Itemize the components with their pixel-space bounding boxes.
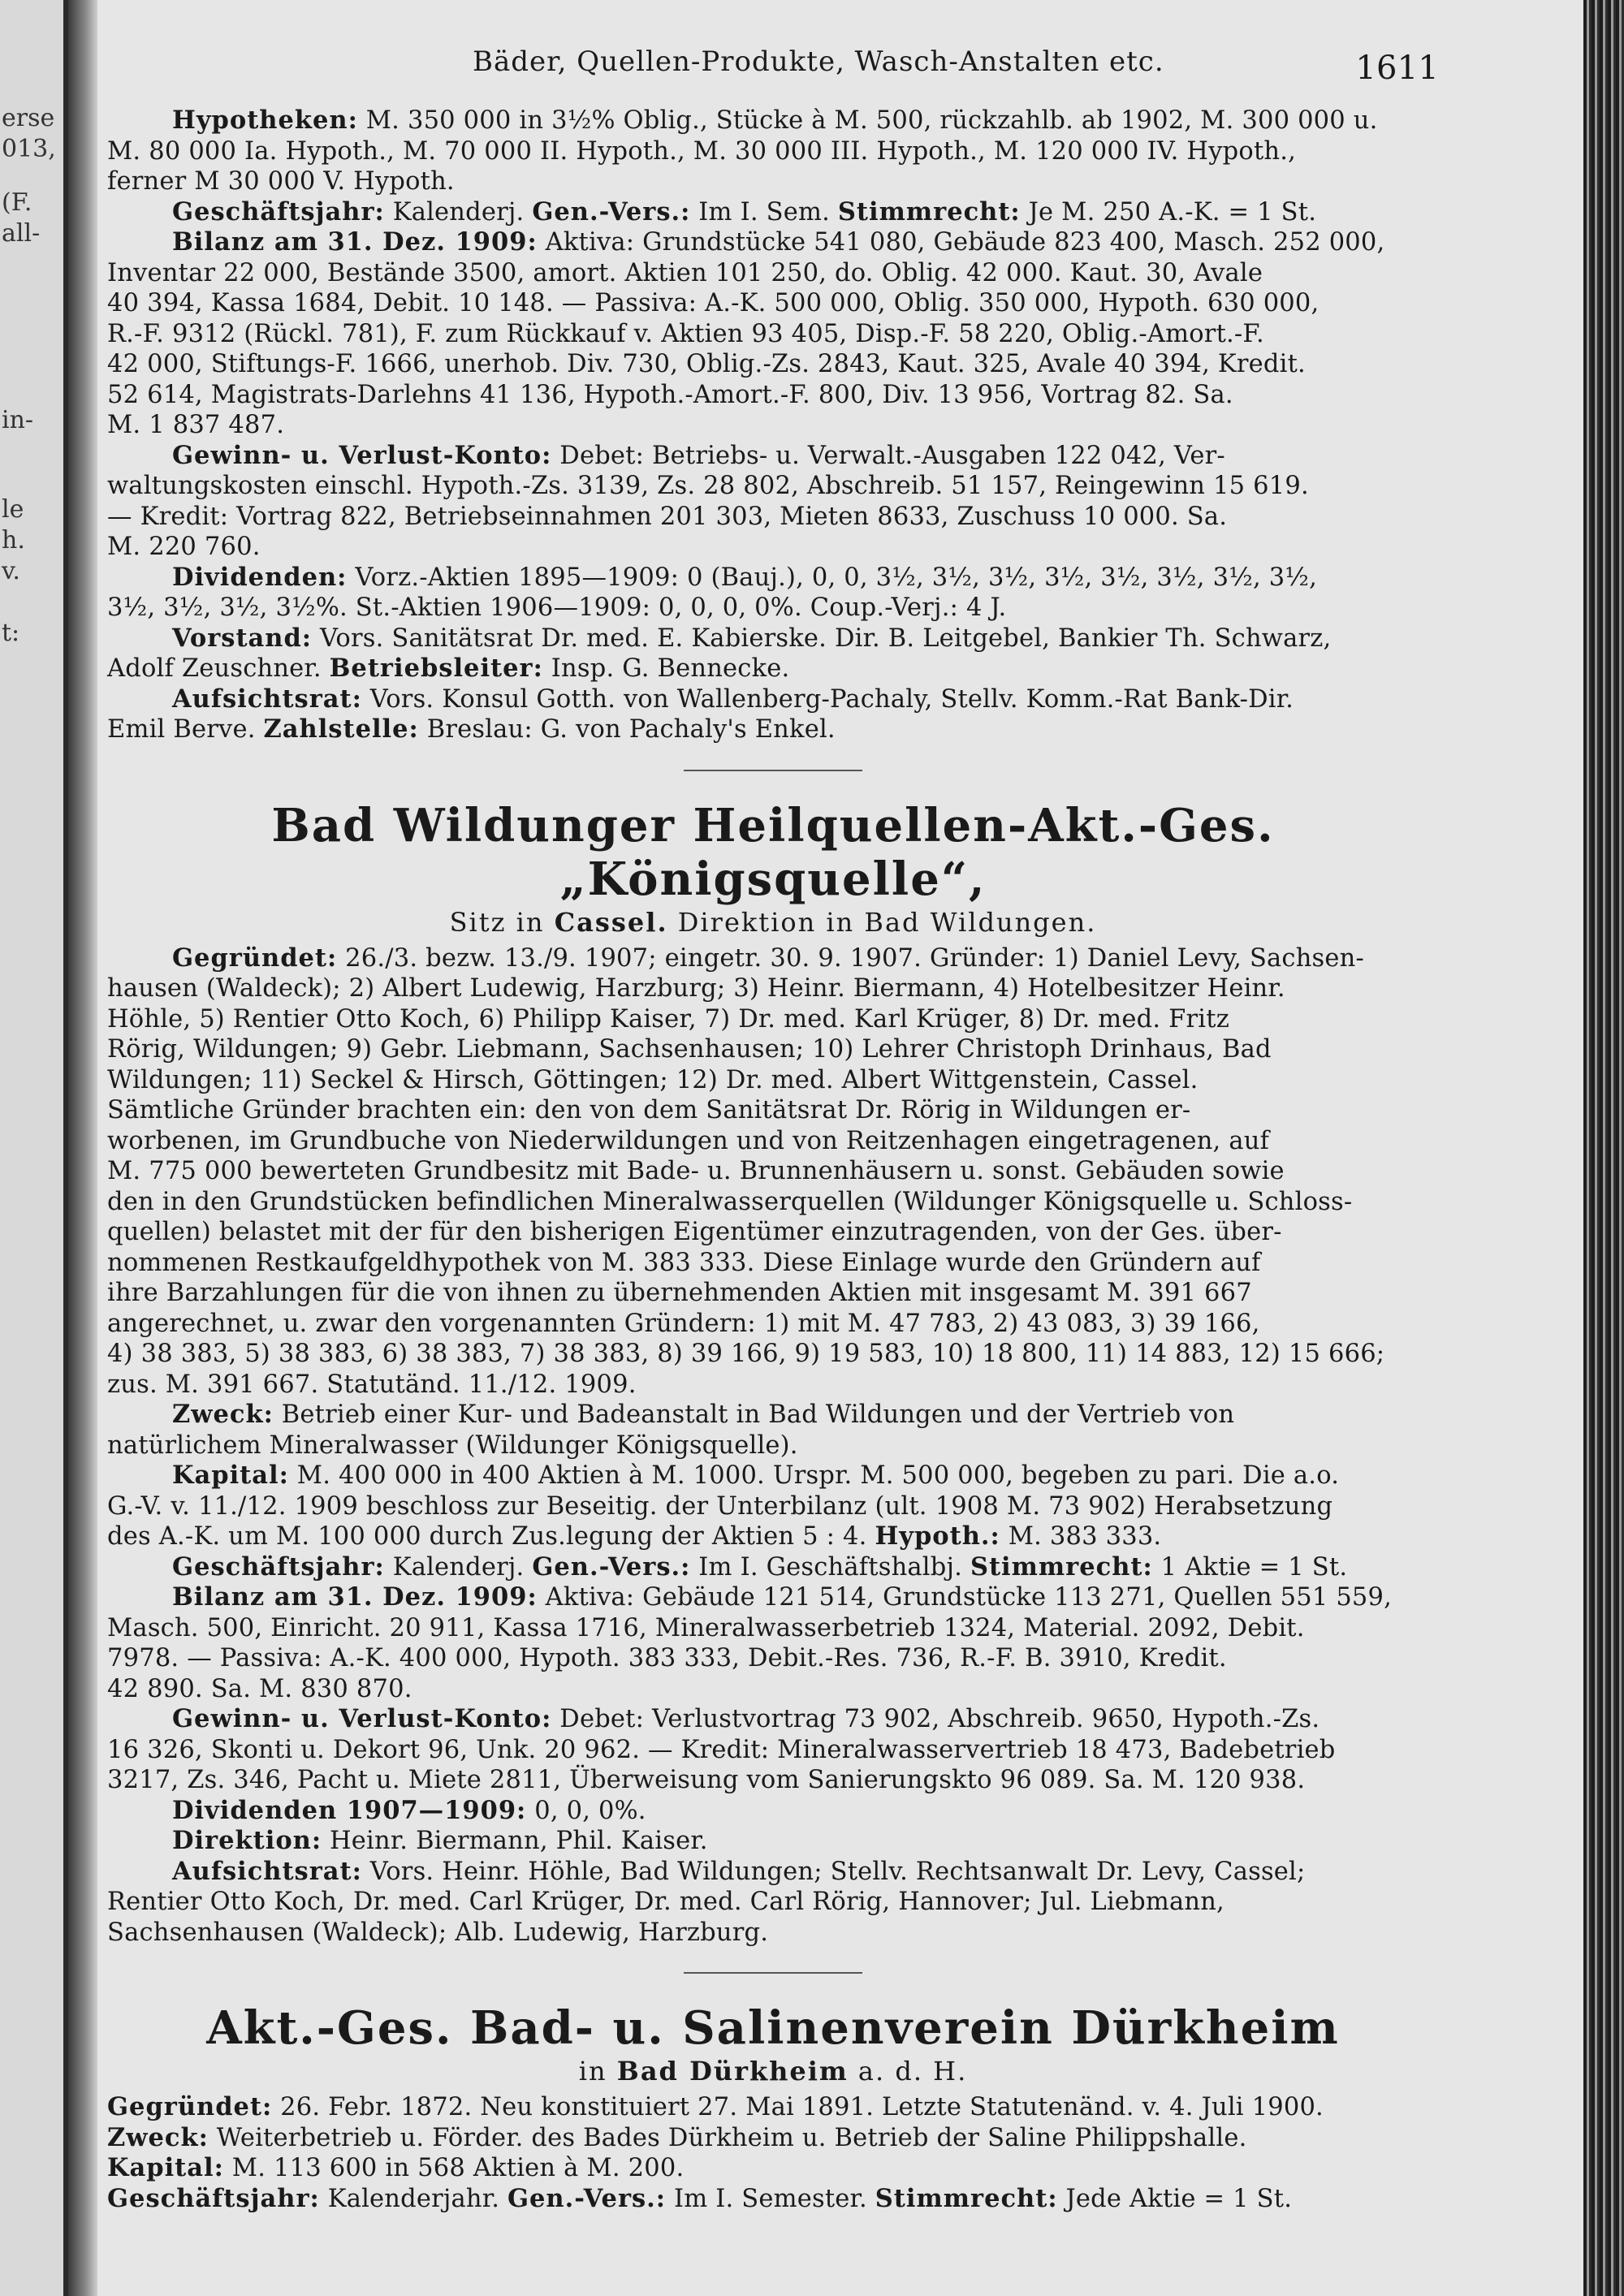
field-text: Kalenderj.	[384, 197, 533, 227]
text-line: nommenen Restkaufgeldhypothek von M. 383 333. Diese Einlage wurde den Gründern auf	[107, 1248, 1261, 1277]
field-text: Im I. Sem.	[690, 197, 838, 227]
text-line	[107, 624, 1439, 654]
text-line: 3217, Zs. 346, Pacht u. Miete 2811, Überweisung vom Sanierungskto 96 089. Sa. M. 120 938.	[107, 1766, 1306, 1794]
section-divider	[684, 770, 862, 771]
text-line	[107, 197, 1439, 228]
field-text: Heinr. Biermann, Phil. Kaiser.	[322, 1827, 708, 1855]
field-label: Aufsichtsrat:	[172, 684, 362, 714]
text-line	[107, 684, 1439, 715]
text-line: 52 614, Magistrats-Darlehns 41 136, Hypoth.-Amort.-F. 800, Div. 13 956, Vortrag 82. Sa.	[107, 380, 1233, 409]
text-line: 4) 38 383, 5) 38 383, 6) 38 383, 7) 38 383, 8) 39 166, 9) 19 583, 10) 18 800, 11) 14 883, 12) 15 666;	[107, 1340, 1385, 1368]
text-line: quellen) belastet mit der für den bisherigen Eigentümer einzutragenden, von der Ges. über-	[107, 1218, 1282, 1246]
field-label: Hypotheken:	[172, 106, 358, 135]
left-fragment: in-	[2, 406, 34, 434]
field-label: Gewinn- u. Verlust-Konto:	[172, 1704, 552, 1733]
field-label: Zweck:	[172, 1400, 274, 1429]
subtitle-seat: Bad Dürkheim	[616, 2056, 849, 2087]
text-line: Sämtliche Gründer brachten ein: den von dem Sanitätsrat Dr. Rörig in Wildungen er-	[107, 1096, 1191, 1124]
running-header	[107, 47, 1439, 106]
running-header-title: Bäder, Quellen-Produkte, Wasch-Anstalten etc.	[473, 45, 1164, 78]
text-line: ferner M 30 000 V. Hypoth.	[107, 167, 455, 196]
text-line: G.-V. v. 11./12. 1909 beschloss zur Beseitig. der Unterbilanz (ult. 1908 M. 73 902) Herabsetzung	[107, 1491, 1333, 1521]
field-label: Dividenden:	[172, 562, 348, 592]
section-divider	[684, 1972, 862, 1974]
text-line	[107, 654, 1439, 684]
text-line: Masch. 500, Einricht. 20 911, Kassa 1716, Mineralwasserbetrieb 1324, Material. 2092, Debit.	[107, 1613, 1305, 1642]
left-fragment: 013,	[2, 135, 56, 163]
left-fragment: (F.	[2, 188, 32, 217]
left-fragment: t:	[2, 619, 20, 647]
field-label: Zahlstelle:	[263, 714, 419, 744]
company-entry	[107, 2092, 1439, 2214]
text-line: 40 394, Kassa 1684, Debit. 10 148. — Passiva: A.-K. 500 000, Oblig. 350 000, Hypoth. 630 000,	[107, 289, 1320, 317]
text-line: M. 80 000 Ia. Hypoth., M. 70 000 II. Hypoth., M. 30 000 III. Hypoth., M. 120 000 IV. Hypoth.,	[107, 136, 1297, 166]
text-line	[107, 106, 1439, 136]
field-label: Dividenden 1907—1909:	[172, 1795, 527, 1825]
text-line: hausen (Waldeck); 2) Albert Ludewig, Harzburg; 3) Heinr. Biermann, 4) Hotelbesitzer Heinr.	[107, 974, 1285, 1003]
text-line	[107, 441, 1439, 472]
field-label: Gen.-Vers.:	[532, 1552, 691, 1582]
field-text: Vors. Konsul Gotth. von Wallenberg-Pachaly, Stellv. Komm.-Rat Bank-Dir.	[361, 684, 1294, 714]
field-text: 0, 0, 0%.	[526, 1796, 646, 1825]
field-text: M. 113 600 in 568 Aktien à M. 200.	[223, 2154, 685, 2182]
field-label: Direktion:	[172, 1826, 322, 1855]
field-label: Hypoth.:	[875, 1521, 1000, 1551]
text-line: natürlichem Mineralwasser (Wildunger Königsquelle).	[107, 1431, 798, 1460]
text-line	[107, 1582, 1439, 1613]
field-text: Vorz.-Aktien 1895—1909: 0 (Bauj.), 0, 0, 3½, 3½, 3½, 3½, 3½, 3½, 3½, 3½,	[347, 563, 1318, 592]
text-line	[107, 2092, 1439, 2123]
field-text: Emil Berve.	[107, 715, 264, 744]
text-line: 42 890. Sa. M. 830 870.	[107, 1674, 412, 1703]
text-line	[107, 1400, 1439, 1431]
field-label: Aufsichtsrat:	[172, 1856, 362, 1886]
field-text: Vors. Heinr. Höhle, Bad Wildungen; Stellv. Rechtsanwalt Dr. Levy, Cassel;	[361, 1857, 1306, 1886]
text-line	[107, 1796, 1439, 1827]
field-label: Geschäftsjahr:	[172, 196, 385, 227]
text-line: waltungskosten einschl. Hypoth.-Zs. 3139, Zs. 28 802, Abschreib. 51 157, Reingewinn 15 619.	[107, 472, 1309, 500]
field-text: Weiterbetrieb u. Förder. des Bades Dürkheim u. Betrieb der Saline Philippshalle.	[208, 2123, 1247, 2152]
text-line: Rörig, Wildungen; 9) Gebr. Liebmann, Sachsenhausen; 10) Lehrer Christoph Drinhaus, Bad	[107, 1035, 1272, 1064]
text-line	[107, 2153, 1439, 2184]
field-label: Gen.-Vers.:	[507, 2183, 667, 2213]
text-line: M. 220 760.	[107, 533, 261, 561]
company-title: Akt.-Ges. Bad- u. Salinenverein Dürkheim	[206, 2001, 1340, 2055]
field-text: Im I. Geschäftshalbj.	[690, 1552, 970, 1582]
text-line	[107, 1826, 1439, 1857]
field-label: Vorstand:	[172, 623, 313, 653]
field-text: Breslau: G. von Pachaly's Enkel.	[418, 715, 836, 744]
field-text: Je M. 250 A.-K. = 1 St.	[1020, 197, 1317, 227]
text-line	[107, 1552, 1439, 1583]
text-line	[107, 1857, 1439, 1888]
field-label: Geschäftsjahr:	[172, 1552, 385, 1582]
field-text: des A.-K. um M. 100 000 durch Zus.legung der Aktien 5 : 4.	[107, 1522, 875, 1551]
field-text: Debet: Verlustvortrag 73 902, Abschreib. 9650, Hypoth.-Zs.	[551, 1705, 1320, 1733]
field-text: Debet: Betriebs- u. Verwalt.-Ausgaben 122 042, Ver-	[551, 441, 1225, 470]
field-text: 1 Aktie = 1 St.	[1152, 1552, 1348, 1582]
field-text: 26./3. bezw. 13./9. 1907; eingetr. 30. 9. 1907. Gründer: 1) Daniel Levy, Sachsen-	[337, 943, 1364, 973]
text-line: Höhle, 5) Rentier Otto Koch, 6) Philipp Kaiser, 7) Dr. med. Karl Krüger, 8) Dr. med. Fritz	[107, 1004, 1229, 1034]
field-text: Kalenderj.	[384, 1552, 533, 1582]
field-label: Kapital:	[107, 2153, 224, 2182]
company-entry	[107, 943, 1439, 1949]
text-line: worbenen, im Grundbuche von Niederwildungen und von Reitzenhagen eingetragenen, auf	[107, 1126, 1270, 1155]
page-edge	[1583, 0, 1624, 2296]
subtitle-seat: Cassel.	[554, 906, 668, 938]
field-text: M. 350 000 in 3½% Oblig., Stücke à M. 500, rückzahlb. ab 1902, M. 300 000 u.	[357, 106, 1378, 135]
field-label: Gegründet:	[107, 2092, 273, 2121]
field-label: Geschäftsjahr:	[107, 2183, 320, 2213]
text-line	[107, 1461, 1439, 1491]
text-line: angerechnet, u. zwar den vorgenannten Gründern: 1) mit M. 47 783, 2) 43 083, 3) 39 166,	[107, 1309, 1260, 1338]
text-line	[107, 714, 1439, 745]
field-label: Stimmrecht:	[970, 1552, 1153, 1582]
text-line: R.-F. 9312 (Rückl. 781), F. zum Rückkauf v. Aktien 93 405, Disp.-F. 58 220, Oblig.-Amort.-F.	[107, 319, 1264, 348]
field-text: Vors. Sanitätsrat Dr. med. E. Kabierske. Dir. B. Leitgebel, Bankier Th. Schwarz,	[312, 624, 1332, 653]
subtitle-text: Direktion in Bad Wildungen.	[667, 906, 1097, 938]
field-text: Im I. Semester.	[666, 2184, 875, 2213]
text-line	[107, 227, 1439, 258]
company-subtitle	[107, 906, 1439, 939]
text-line: Sachsenhausen (Waldeck); Alb. Ludewig, Harzburg.	[107, 1918, 769, 1947]
field-label: Betriebsleiter:	[329, 654, 543, 683]
field-text: Betrieb einer Kur- und Badeanstalt in Bad Wildungen und der Vertrieb von	[273, 1400, 1235, 1429]
text-line: ihre Barzahlungen für die von ihnen zu übernehmenden Aktien mit insgesamt M. 391 667	[107, 1279, 1252, 1307]
field-label: Kapital:	[172, 1461, 289, 1490]
company-title: Bad Wildunger Heilquellen-Akt.-Ges. „Königsquelle“,	[271, 798, 1275, 906]
field-text: Aktiva: Grundstücke 541 080, Gebäude 823 400, Masch. 252 000,	[537, 228, 1385, 257]
text-line: 3½, 3½, 3½, 3½%. St.-Aktien 1906—1909: 0, 0, 0, 0%. Coup.-Verj.: 4 J.	[107, 593, 1007, 622]
text-line	[107, 1704, 1439, 1735]
text-line	[107, 2123, 1439, 2154]
text-line: 42 000, Stiftungs-F. 1666, unerhob. Div. 730, Oblig.-Zs. 2843, Kaut. 325, Avale 40 394, Kredit.	[107, 350, 1306, 378]
field-text: Jede Aktie = 1 St.	[1057, 2184, 1293, 2213]
field-label: Bilanz am 31. Dez. 1909:	[172, 1582, 538, 1612]
left-fragment: v.	[2, 557, 20, 585]
field-text: M. 400 000 in 400 Aktien à M. 1000. Urspr. M. 500 000, begeben zu pari. Die a.o.	[288, 1461, 1340, 1490]
field-label: Stimmrecht:	[875, 2183, 1058, 2213]
text-line: Rentier Otto Koch, Dr. med. Carl Krüger, Dr. med. Carl Rörig, Hannover; Jul. Liebmann,	[107, 1888, 1224, 1916]
field-label: Gegründet:	[172, 943, 338, 973]
text-line: 7978. — Passiva: A.-K. 400 000, Hypoth. 383 333, Debit.-Res. 736, R.-F. B. 3910, Kredit.	[107, 1644, 1227, 1672]
field-text: Aktiva: Gebäude 121 514, Grundstücke 113 271, Quellen 551 559,	[537, 1583, 1393, 1612]
entry-continued	[107, 106, 1439, 745]
text-line: Inventar 22 000, Bestände 3500, amort. Aktien 101 250, do. Oblig. 42 000. Kaut. 30, Avale	[107, 258, 1263, 287]
text-line: M. 1 837 487.	[107, 411, 285, 439]
field-text: Adolf Zeuschner.	[107, 654, 330, 683]
text-line: Wildungen; 11) Seckel & Hirsch, Göttingen; 12) Dr. med. Albert Wittgenstein, Cassel.	[107, 1065, 1199, 1094]
field-label: Gewinn- u. Verlust-Konto:	[172, 440, 552, 470]
subtitle-text: a. d. H.	[848, 2056, 968, 2087]
text-line: M. 775 000 bewerteten Grundbesitz mit Bade- u. Brunnenhäusern u. sonst. Gebäuden sowie	[107, 1157, 1285, 1185]
field-label: Zweck:	[107, 2122, 209, 2152]
field-text: 26. Febr. 1872. Neu konstituiert 27. Mai 1891. Letzte Statutenänd. v. 4. Juli 1900.	[272, 2093, 1324, 2121]
text-line	[107, 943, 1439, 974]
text-line: — Kredit: Vortrag 822, Betriebseinnahmen 201 303, Mieten 8633, Zuschuss 10 000. Sa.	[107, 502, 1228, 531]
adjacent-page-fragment	[0, 0, 68, 2296]
field-label: Stimmrecht:	[837, 196, 1021, 227]
text-line: zus. M. 391 667. Statutänd. 11./12. 1909.	[107, 1370, 637, 1399]
field-label: Bilanz am 31. Dez. 1909:	[172, 227, 538, 257]
text-line	[107, 2184, 1439, 2215]
subtitle-text: Sitz in	[449, 906, 555, 938]
field-text: M. 383 333.	[1000, 1522, 1162, 1551]
field-text: Insp. G. Bennecke.	[542, 654, 790, 683]
left-fragment: le	[2, 495, 24, 524]
text-line	[107, 1521, 1439, 1552]
text-line: den in den Grundstücken befindlichen Mineralwasserquellen (Wildunger Königsquelle u. Schloss-	[107, 1187, 1353, 1216]
text-line: 16 326, Skonti u. Dekort 96, Unk. 20 962. — Kredit: Mineralwasservertrieb 18 473, Badebetrieb	[107, 1735, 1336, 1764]
book-gutter	[68, 0, 97, 2296]
page-number: 1611	[1355, 50, 1439, 87]
page-content	[107, 47, 1439, 2214]
book-page	[97, 0, 1583, 2296]
left-fragment: h.	[2, 526, 25, 555]
left-fragment: all-	[2, 219, 41, 248]
text-line	[107, 563, 1439, 593]
subtitle-text: in	[578, 2056, 617, 2087]
left-fragment: erse	[2, 104, 55, 132]
field-text: Kalenderjahr.	[319, 2184, 508, 2213]
field-label: Gen.-Vers.:	[532, 196, 691, 227]
company-subtitle	[107, 2055, 1439, 2087]
